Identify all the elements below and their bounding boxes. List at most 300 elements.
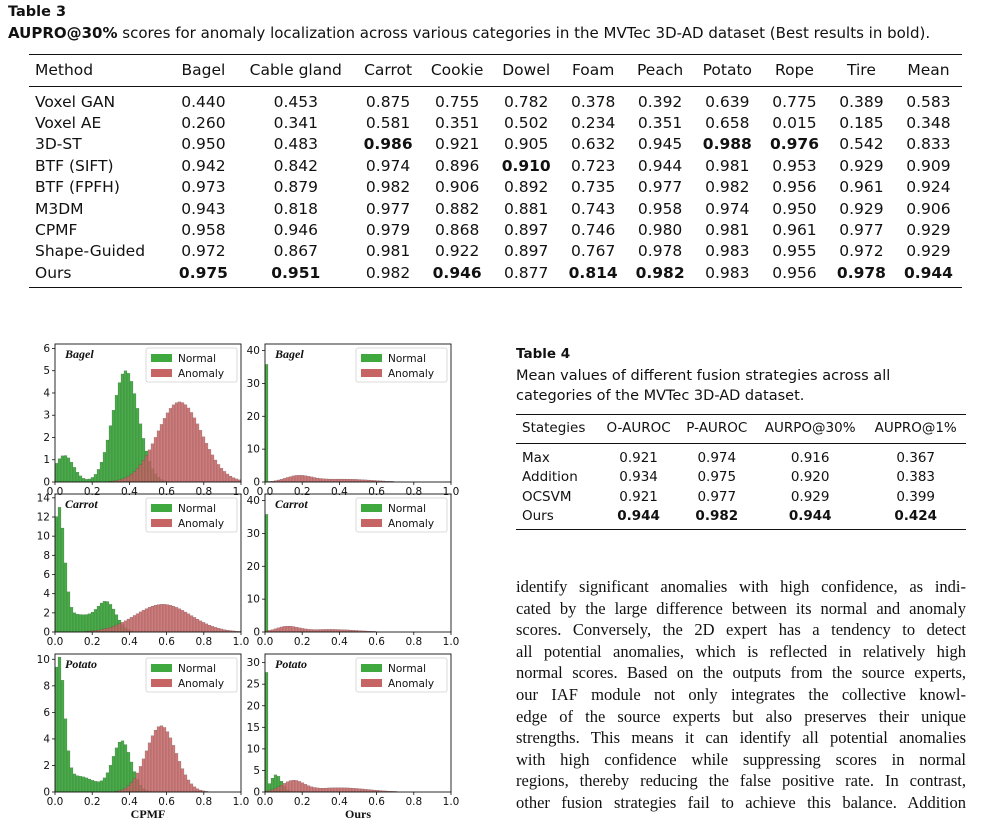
- anomaly-bar: [142, 610, 145, 632]
- table3-header-cell: Cable gland: [237, 55, 355, 87]
- table4-score-cell: 0.916: [790, 449, 830, 466]
- x-tick-label: 0.8: [195, 636, 213, 648]
- normal-bar: [85, 778, 88, 792]
- normal-bar: [73, 467, 76, 482]
- table3-score-cell: 0.978: [637, 242, 683, 261]
- x-tick-label: 0.6: [368, 636, 385, 648]
- anomaly-bar: [298, 781, 301, 792]
- table3-score-cell: 0.755: [434, 92, 480, 111]
- table3-score-cell: 0.775: [772, 92, 817, 111]
- table4-score-cell: 0.383: [896, 469, 935, 486]
- table3-score-cell: 0.185: [839, 114, 884, 133]
- table3-score-cell: 0.910: [501, 156, 551, 175]
- legend-swatch: [361, 354, 382, 362]
- anomaly-bar: [130, 783, 133, 792]
- anomaly-bar: [301, 783, 304, 792]
- legend-label: Normal: [178, 663, 216, 675]
- anomaly-bar: [166, 732, 169, 792]
- anomaly-bar: [121, 479, 124, 482]
- table3-score-cell: 0.483: [273, 135, 318, 154]
- y-tick-label: 4: [43, 387, 50, 400]
- normal-bar: [100, 462, 103, 482]
- anomaly-bar: [115, 625, 118, 632]
- anomaly-bar: [325, 479, 328, 482]
- x-tick-label: 0.0: [256, 636, 274, 648]
- normal-bar: [106, 773, 109, 792]
- table4-strategy-cell: Max: [522, 449, 550, 466]
- anomaly-bar: [289, 626, 292, 632]
- table3-score-cell: 0.389: [839, 92, 884, 111]
- y-tick-label: 10: [36, 530, 50, 543]
- anomaly-bar: [142, 460, 145, 482]
- table3-score-cell: 0.944: [895, 262, 962, 287]
- table3-score-cell: 0.981: [705, 221, 750, 240]
- normal-bar: [79, 476, 82, 482]
- anomaly-bar: [193, 787, 196, 792]
- table3-row: [29, 87, 962, 113]
- x-tick-label: 0.4: [121, 636, 138, 648]
- x-tick-label: 1.0: [232, 636, 250, 648]
- anomaly-bar: [145, 455, 148, 482]
- table3-score-cell: 0.351: [637, 114, 683, 133]
- anomaly-bar: [301, 628, 304, 632]
- anomaly-bar: [283, 478, 286, 482]
- anomaly-bar: [157, 605, 160, 632]
- anomaly-bar: [127, 786, 130, 792]
- anomaly-bar: [337, 788, 340, 792]
- normal-bar: [91, 780, 94, 792]
- normal-bar: [76, 614, 79, 632]
- x-tick-label: 0.8: [405, 486, 423, 498]
- anomaly-bar: [235, 479, 238, 482]
- anomaly-bar: [145, 609, 148, 632]
- normal-bar: [82, 777, 85, 792]
- anomaly-bar: [160, 424, 163, 482]
- anomaly-bar: [154, 437, 157, 482]
- anomaly-bar: [292, 627, 295, 632]
- anomaly-bar: [145, 751, 148, 792]
- table3-score-cell: 0.723: [570, 156, 616, 175]
- anomaly-bar: [289, 781, 292, 792]
- table4-strategy-cell: Addition: [522, 469, 578, 486]
- legend-swatch: [361, 679, 382, 687]
- x-tick-label: 0.4: [331, 796, 348, 808]
- table3-method-cell: Ours: [29, 262, 170, 287]
- histogram-panel: [247, 344, 460, 498]
- histogram-panel: [37, 492, 250, 648]
- anomaly-bar: [184, 405, 187, 482]
- normal-bar: [121, 374, 124, 482]
- anomaly-bar: [322, 788, 325, 792]
- table3-score-cell: 0.348: [906, 114, 951, 133]
- normal-bar: [58, 507, 61, 632]
- normal-bar: [97, 469, 100, 482]
- anomaly-bar: [121, 622, 124, 632]
- x-tick-label: 0.8: [405, 796, 423, 808]
- table3-score-cell: 0.882: [434, 199, 480, 218]
- anomaly-bar: [298, 475, 301, 482]
- y-tick-label: 6: [43, 706, 50, 719]
- normal-bar: [265, 672, 268, 792]
- anomaly-bar: [169, 605, 172, 632]
- x-tick-label: 0.4: [331, 486, 348, 498]
- y-tick-label: 0: [253, 476, 260, 489]
- anomaly-bar: [172, 745, 175, 792]
- x-tick-label: 0.2: [293, 486, 311, 498]
- anomaly-bar: [217, 628, 220, 632]
- panel-title: Carrot: [65, 497, 98, 511]
- table4-score-cell: 0.921: [619, 449, 658, 466]
- table3-score-cell: 0.743: [570, 199, 616, 218]
- anomaly-bar: [163, 418, 166, 482]
- anomaly-bar: [205, 443, 208, 482]
- normal-bar: [124, 371, 127, 482]
- anomaly-bar: [289, 477, 292, 482]
- normal-bar: [100, 781, 103, 792]
- table3-row: [29, 177, 962, 198]
- table3-score-cell: 0.867: [273, 242, 318, 261]
- anomaly-bar: [169, 408, 172, 482]
- anomaly-bar: [190, 412, 193, 482]
- anomaly-bar: [277, 787, 280, 792]
- table4-score-cell: 0.921: [619, 488, 658, 505]
- anomaly-bar: [109, 627, 112, 632]
- anomaly-bar: [136, 614, 139, 632]
- y-tick-label: 0: [43, 476, 50, 489]
- table3-score-cell: 0.981: [365, 242, 411, 261]
- table3-score-cell: 0.440: [181, 92, 226, 111]
- x-tick-label: 0.8: [195, 486, 213, 498]
- anomaly-bar: [181, 769, 184, 792]
- anomaly-bar: [196, 619, 199, 632]
- body-line: identify significant anomalies with high confidence, as indi-: [516, 577, 966, 596]
- anomaly-bar: [205, 624, 208, 632]
- y-tick-label: 30: [246, 657, 260, 670]
- table4-score-cell: 0.975: [697, 469, 737, 486]
- normal-bar: [103, 601, 106, 632]
- table4-score-cell: 0.929: [790, 488, 830, 505]
- anomaly-bar: [220, 468, 223, 482]
- table3-label: Table 3: [8, 4, 67, 20]
- table3-score-cell: 0.782: [504, 92, 549, 111]
- anomaly-bar: [190, 784, 193, 792]
- anomaly-bar: [214, 460, 217, 482]
- body-line: strengths. This means it can identify all potential anomalies: [516, 728, 966, 748]
- legend-label: Anomaly: [388, 368, 435, 380]
- table3-score-cell: 0.978: [828, 262, 895, 287]
- anomaly-bar: [340, 788, 343, 792]
- normal-bar: [124, 745, 127, 792]
- y-tick-label: 40: [246, 345, 260, 358]
- x-tick-label: 1.0: [442, 636, 460, 648]
- y-tick-label: 10: [246, 593, 260, 606]
- anomaly-bar: [202, 437, 205, 482]
- anomaly-bar: [175, 403, 178, 482]
- anomaly-bar: [172, 405, 175, 482]
- normal-bar: [82, 478, 85, 482]
- table3-score-cell: 0.982: [705, 178, 750, 197]
- table3-header-cell: Potato: [694, 55, 761, 87]
- normal-bar: [67, 751, 70, 792]
- table3-score-cell: 0.767: [570, 242, 616, 261]
- anomaly-bar: [130, 474, 133, 482]
- y-tick-label: 5: [43, 365, 50, 378]
- x-tick-label: 1.0: [442, 796, 460, 808]
- anomaly-bar: [274, 629, 277, 632]
- table4-score-cell: 0.982: [679, 507, 755, 530]
- table3-row: [29, 112, 962, 133]
- anomaly-bar: [295, 475, 298, 482]
- normal-bar: [82, 615, 85, 632]
- anomaly-bar: [124, 788, 127, 792]
- anomaly-bar: [349, 788, 352, 792]
- table3-score-cell: 0.905: [504, 135, 549, 154]
- table3-row: [29, 262, 962, 287]
- table3-score-cell: 0.982: [627, 262, 694, 287]
- table3-row: [29, 241, 962, 262]
- anomaly-bar: [178, 609, 181, 632]
- anomaly-bar: [190, 616, 193, 632]
- table3-method-cell: 3D-ST: [35, 135, 82, 154]
- anomaly-bar: [331, 788, 334, 792]
- anomaly-bar: [220, 629, 223, 632]
- table3-score-cell: 0.922: [434, 242, 480, 261]
- anomaly-bar: [139, 465, 142, 482]
- table3-score-cell: 0.929: [906, 242, 951, 261]
- table3-score-cell: 0.583: [906, 92, 951, 111]
- normal-bar: [67, 592, 70, 632]
- legend-label: Normal: [388, 503, 426, 515]
- table3-header-cell: Peach: [627, 55, 694, 87]
- normal-bar: [112, 410, 115, 482]
- anomaly-bar: [343, 788, 346, 792]
- y-tick-label: 20: [246, 700, 260, 713]
- y-tick-label: 1: [43, 454, 50, 467]
- y-tick-label: 15: [246, 721, 260, 734]
- table3-score-cell: 0.875: [365, 92, 411, 111]
- anomaly-bar: [163, 727, 166, 792]
- table3-score-cell: 0.341: [273, 114, 318, 133]
- normal-bar: [91, 477, 94, 482]
- table4-row: [516, 468, 966, 488]
- normal-bar: [109, 426, 112, 482]
- table3-score-cell: 0.961: [839, 178, 884, 197]
- anomaly-bar: [292, 476, 295, 482]
- table4-score-cell: 0.944: [599, 507, 679, 530]
- anomaly-bar: [154, 605, 157, 632]
- table3: [29, 54, 962, 288]
- anomaly-bar: [112, 626, 115, 632]
- normal-bar: [121, 741, 124, 792]
- table3-method-cell: BTF (SIFT): [35, 156, 114, 175]
- x-tick-label: 0.2: [293, 796, 311, 808]
- anomaly-bar: [322, 479, 325, 482]
- table3-score-cell: 0.260: [181, 114, 226, 133]
- table3-header-cell: Method: [29, 55, 170, 87]
- normal-bar: [100, 603, 103, 632]
- anomaly-bar: [106, 628, 109, 632]
- normal-bar: [76, 776, 79, 792]
- anomaly-bar: [130, 617, 133, 632]
- body-line: normal scores. Based on the outputs from the source experts,: [516, 663, 966, 683]
- anomaly-bar: [172, 606, 175, 632]
- legend-label: Normal: [388, 663, 426, 675]
- table3-score-cell: 0.958: [637, 199, 683, 218]
- normal-bar: [70, 768, 73, 792]
- anomaly-bar: [184, 612, 187, 632]
- x-tick-label: 0.8: [195, 796, 213, 808]
- normal-bar: [97, 606, 100, 632]
- y-tick-label: 10: [246, 743, 260, 756]
- table3-score-cell: 0.981: [705, 156, 750, 175]
- anomaly-bar: [181, 610, 184, 632]
- normal-bar: [106, 440, 109, 482]
- y-tick-label: 4: [43, 733, 50, 746]
- table3-score-cell: 0.015: [772, 114, 817, 133]
- table3-score-cell: 0.351: [434, 114, 480, 133]
- table3-row: [29, 198, 962, 219]
- y-tick-label: 12: [36, 511, 50, 524]
- anomaly-bar: [151, 606, 154, 632]
- y-tick-label: 5: [253, 764, 260, 777]
- table3-score-cell: 0.972: [181, 242, 226, 261]
- x-tick-label: 1.0: [232, 796, 250, 808]
- y-tick-label: 2: [43, 431, 50, 444]
- anomaly-bar: [277, 628, 280, 632]
- normal-bar: [118, 742, 121, 792]
- normal-bar: [88, 779, 91, 792]
- histogram-panel: [247, 494, 460, 648]
- table3-method-cell: M3DM: [35, 199, 84, 218]
- table3-score-cell: 0.868: [434, 221, 480, 240]
- anomaly-bar: [313, 477, 316, 482]
- normal-bar: [97, 782, 100, 792]
- panel-title: Potato: [275, 657, 307, 671]
- normal-bar: [109, 765, 112, 792]
- normal-bar: [73, 774, 76, 792]
- body-line: all potential anomalies, which is reflected in relatively high: [516, 641, 966, 661]
- anomaly-bar: [319, 478, 322, 482]
- x-tick-label: 1.0: [232, 486, 250, 498]
- table3-score-cell: 0.639: [705, 92, 750, 111]
- table3-caption-bold: AUPRO@30%: [8, 24, 118, 42]
- histogram-grid: [0, 334, 470, 829]
- legend-swatch: [151, 504, 172, 512]
- anomaly-bar: [151, 444, 154, 482]
- table3-score-cell: 0.502: [504, 114, 549, 133]
- panel-title: Potato: [65, 657, 97, 671]
- table3-score-cell: 0.983: [705, 242, 750, 261]
- legend-swatch: [151, 369, 172, 377]
- normal-bar: [85, 614, 88, 632]
- table3-score-cell: 0.877: [493, 262, 560, 287]
- table4-score-cell: 0.399: [896, 488, 935, 505]
- anomaly-bar: [187, 614, 190, 632]
- normal-bar: [73, 613, 76, 632]
- normal-bar: [91, 612, 94, 632]
- anomaly-bar: [193, 418, 196, 482]
- anomaly-bar: [316, 478, 319, 482]
- anomaly-bar: [214, 627, 217, 632]
- anomaly-bar: [361, 789, 364, 792]
- normal-bar: [94, 474, 97, 482]
- y-tick-label: 0: [43, 786, 50, 799]
- table3-score-cell: 0.982: [365, 178, 411, 197]
- panel-title: Carrot: [275, 497, 308, 511]
- normal-bar: [58, 657, 61, 792]
- y-tick-label: 10: [246, 443, 260, 456]
- table3-score-cell: 0.988: [702, 135, 752, 154]
- anomaly-bar: [139, 766, 142, 792]
- anomaly-bar: [118, 624, 121, 632]
- anomaly-bar: [148, 743, 151, 792]
- table3-score-cell: 0.976: [769, 135, 819, 154]
- anomaly-bar: [295, 780, 298, 792]
- y-tick-label: 25: [246, 678, 260, 691]
- body-paragraph: [516, 576, 966, 814]
- table3-score-cell: 0.958: [181, 221, 226, 240]
- anomaly-bar: [334, 788, 337, 792]
- table3-score-cell: 0.977: [839, 221, 884, 240]
- normal-bar: [79, 615, 82, 632]
- table4-score-cell: 0.977: [697, 488, 737, 505]
- anomaly-bar: [124, 478, 127, 482]
- anomaly-bar: [148, 450, 151, 482]
- anomaly-bar: [160, 726, 163, 792]
- y-tick-label: 20: [246, 560, 260, 573]
- table3-score-cell: 0.924: [906, 178, 951, 197]
- normal-bar: [115, 395, 118, 482]
- legend-label: Normal: [388, 353, 426, 365]
- anomaly-bar: [304, 629, 307, 632]
- table3-method-cell: Voxel GAN: [35, 92, 116, 111]
- table3-method-cell: Voxel AE: [35, 114, 102, 133]
- x-tick-label: 0.8: [405, 636, 423, 648]
- x-tick-label: 0.6: [158, 636, 175, 648]
- y-tick-label: 0: [253, 626, 260, 639]
- anomaly-bar: [283, 783, 286, 792]
- table4-score-cell: 0.920: [790, 469, 830, 486]
- legend-swatch: [361, 504, 382, 512]
- x-tick-label: 0.0: [46, 636, 64, 648]
- table3-header-cell: Cookie: [422, 55, 493, 87]
- body-line: cated by the large difference between its normal and anomaly: [516, 598, 966, 618]
- table3-score-cell: 0.953: [772, 156, 817, 175]
- table3-score-cell: 0.378: [570, 92, 616, 111]
- normal-bar: [94, 609, 97, 632]
- anomaly-bar: [175, 607, 178, 632]
- anomaly-bar: [211, 626, 214, 632]
- table3-score-cell: 0.897: [504, 242, 549, 261]
- table3-header-cell: Dowel: [493, 55, 560, 87]
- normal-bar: [88, 614, 91, 632]
- table3-score-cell: 0.658: [705, 114, 750, 133]
- anomaly-bar: [178, 402, 181, 482]
- normal-bar: [64, 563, 67, 632]
- anomaly-bar: [103, 629, 106, 632]
- normal-bar: [64, 719, 67, 792]
- x-tick-label: 0.6: [368, 796, 385, 808]
- normal-bar: [58, 459, 61, 482]
- table3-score-cell: 0.943: [181, 199, 226, 218]
- normal-bar: [127, 373, 130, 482]
- anomaly-bar: [178, 761, 181, 792]
- table3-score-cell: 0.892: [504, 178, 549, 197]
- table4-header-cell: O-AUROC: [599, 415, 679, 444]
- normal-bar: [103, 778, 106, 792]
- anomaly-bar: [127, 476, 130, 482]
- table3-score-cell: 0.946: [273, 221, 318, 240]
